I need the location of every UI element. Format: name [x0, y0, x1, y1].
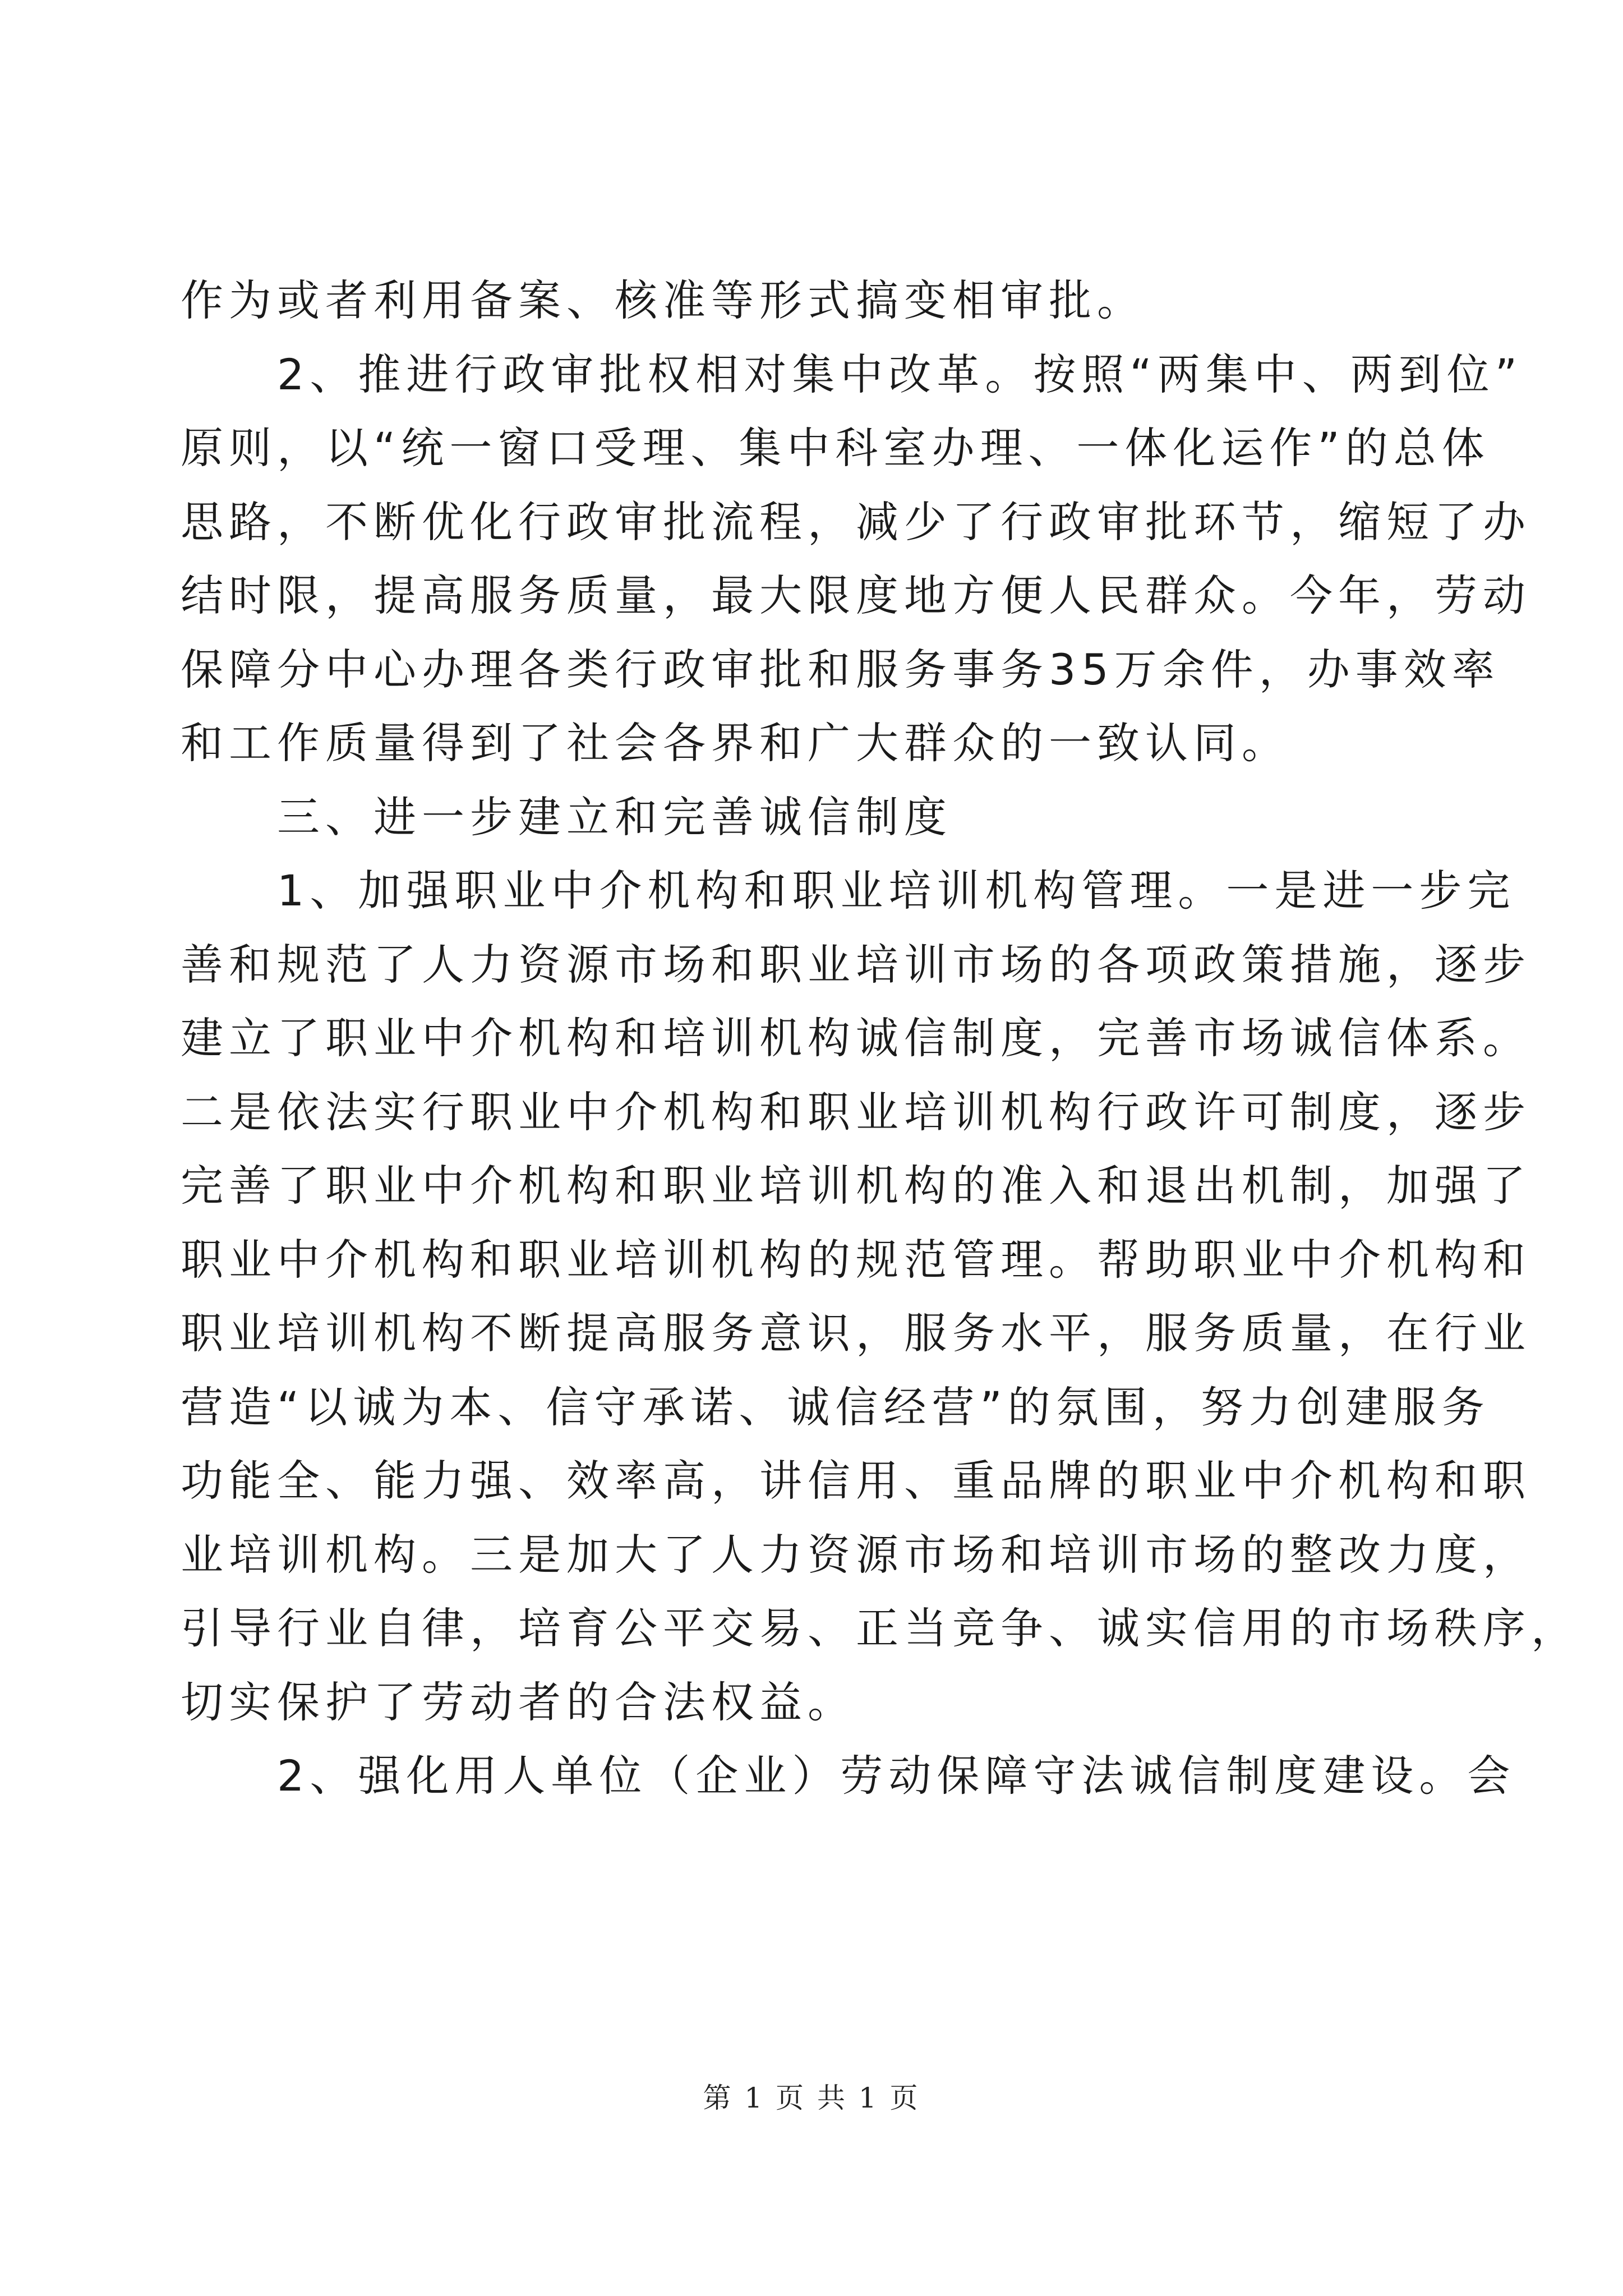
text-line: 完善了职业中介机构和职业培训机构的准入和退出机制，加强了	[181, 1161, 1531, 1211]
text-line: 原则，以“统一窗口受理、集中科室办理、一体化运作”的总体	[181, 423, 1490, 473]
text-line: 切实保护了劳动者的合法权益。	[181, 1677, 856, 1727]
text-line: 善和规范了人力资源市场和职业培训市场的各项政策措施，逐步	[181, 939, 1531, 990]
text-line: 建立了职业中介机构和培训机构诚信制度，完善市场诚信体系。	[181, 1013, 1531, 1063]
text-line: 二是依法实行职业中介机构和职业培训机构行政许可制度，逐步	[181, 1087, 1531, 1137]
page-number: 第 1 页 共 1 页	[703, 2082, 920, 2114]
text-line: 营造“以诚为本、信守承诺、诚信经营”的氛围，努力创建服务	[181, 1382, 1490, 1432]
text-line: 作为或者利用备案、核准等形式搞变相审批。	[181, 275, 1145, 325]
page-footer	[0, 2076, 1623, 2116]
text-line: 功能全、能力强、效率高，讲信用、重品牌的职业中介机构和职	[181, 1456, 1531, 1506]
text-line: 业培训机构。三是加大了人力资源市场和培训市场的整改力度，	[181, 1529, 1531, 1580]
text-line: 1、加强职业中介机构和职业培训机构管理。一是进一步完	[277, 866, 1516, 915]
text-line: 2、推进行政审批权相对集中改革。按照“两集中、两到位”	[277, 349, 1523, 399]
text-line: 思路，不断优化行政审批流程，减少了行政审批环节，缩短了办	[181, 496, 1531, 547]
text-line: 职业培训机构不断提高服务意识，服务水平，服务质量，在行业	[181, 1308, 1531, 1358]
text-line: 职业中介机构和职业培训机构的规范管理。帮助职业中介机构和	[181, 1234, 1531, 1285]
text-line: 2、强化用人单位（企业）劳动保障守法诚信制度建设。会	[277, 1751, 1516, 1801]
text-line: 结时限，提高服务质量，最大限度地方便人民群众。今年，劳动	[181, 570, 1531, 620]
section-heading: 三、进一步建立和完善诚信制度	[277, 792, 952, 842]
text-line: 和工作质量得到了社会各界和广大群众的一致认同。	[181, 718, 1290, 768]
text-line: 引导行业自律，培育公平交易、正当竞争、诚实信用的市场秩序，	[181, 1603, 1579, 1653]
body-text	[181, 264, 1579, 1813]
text-line: 保障分中心办理各类行政审批和服务事务35万余件，办事效率	[181, 644, 1500, 694]
